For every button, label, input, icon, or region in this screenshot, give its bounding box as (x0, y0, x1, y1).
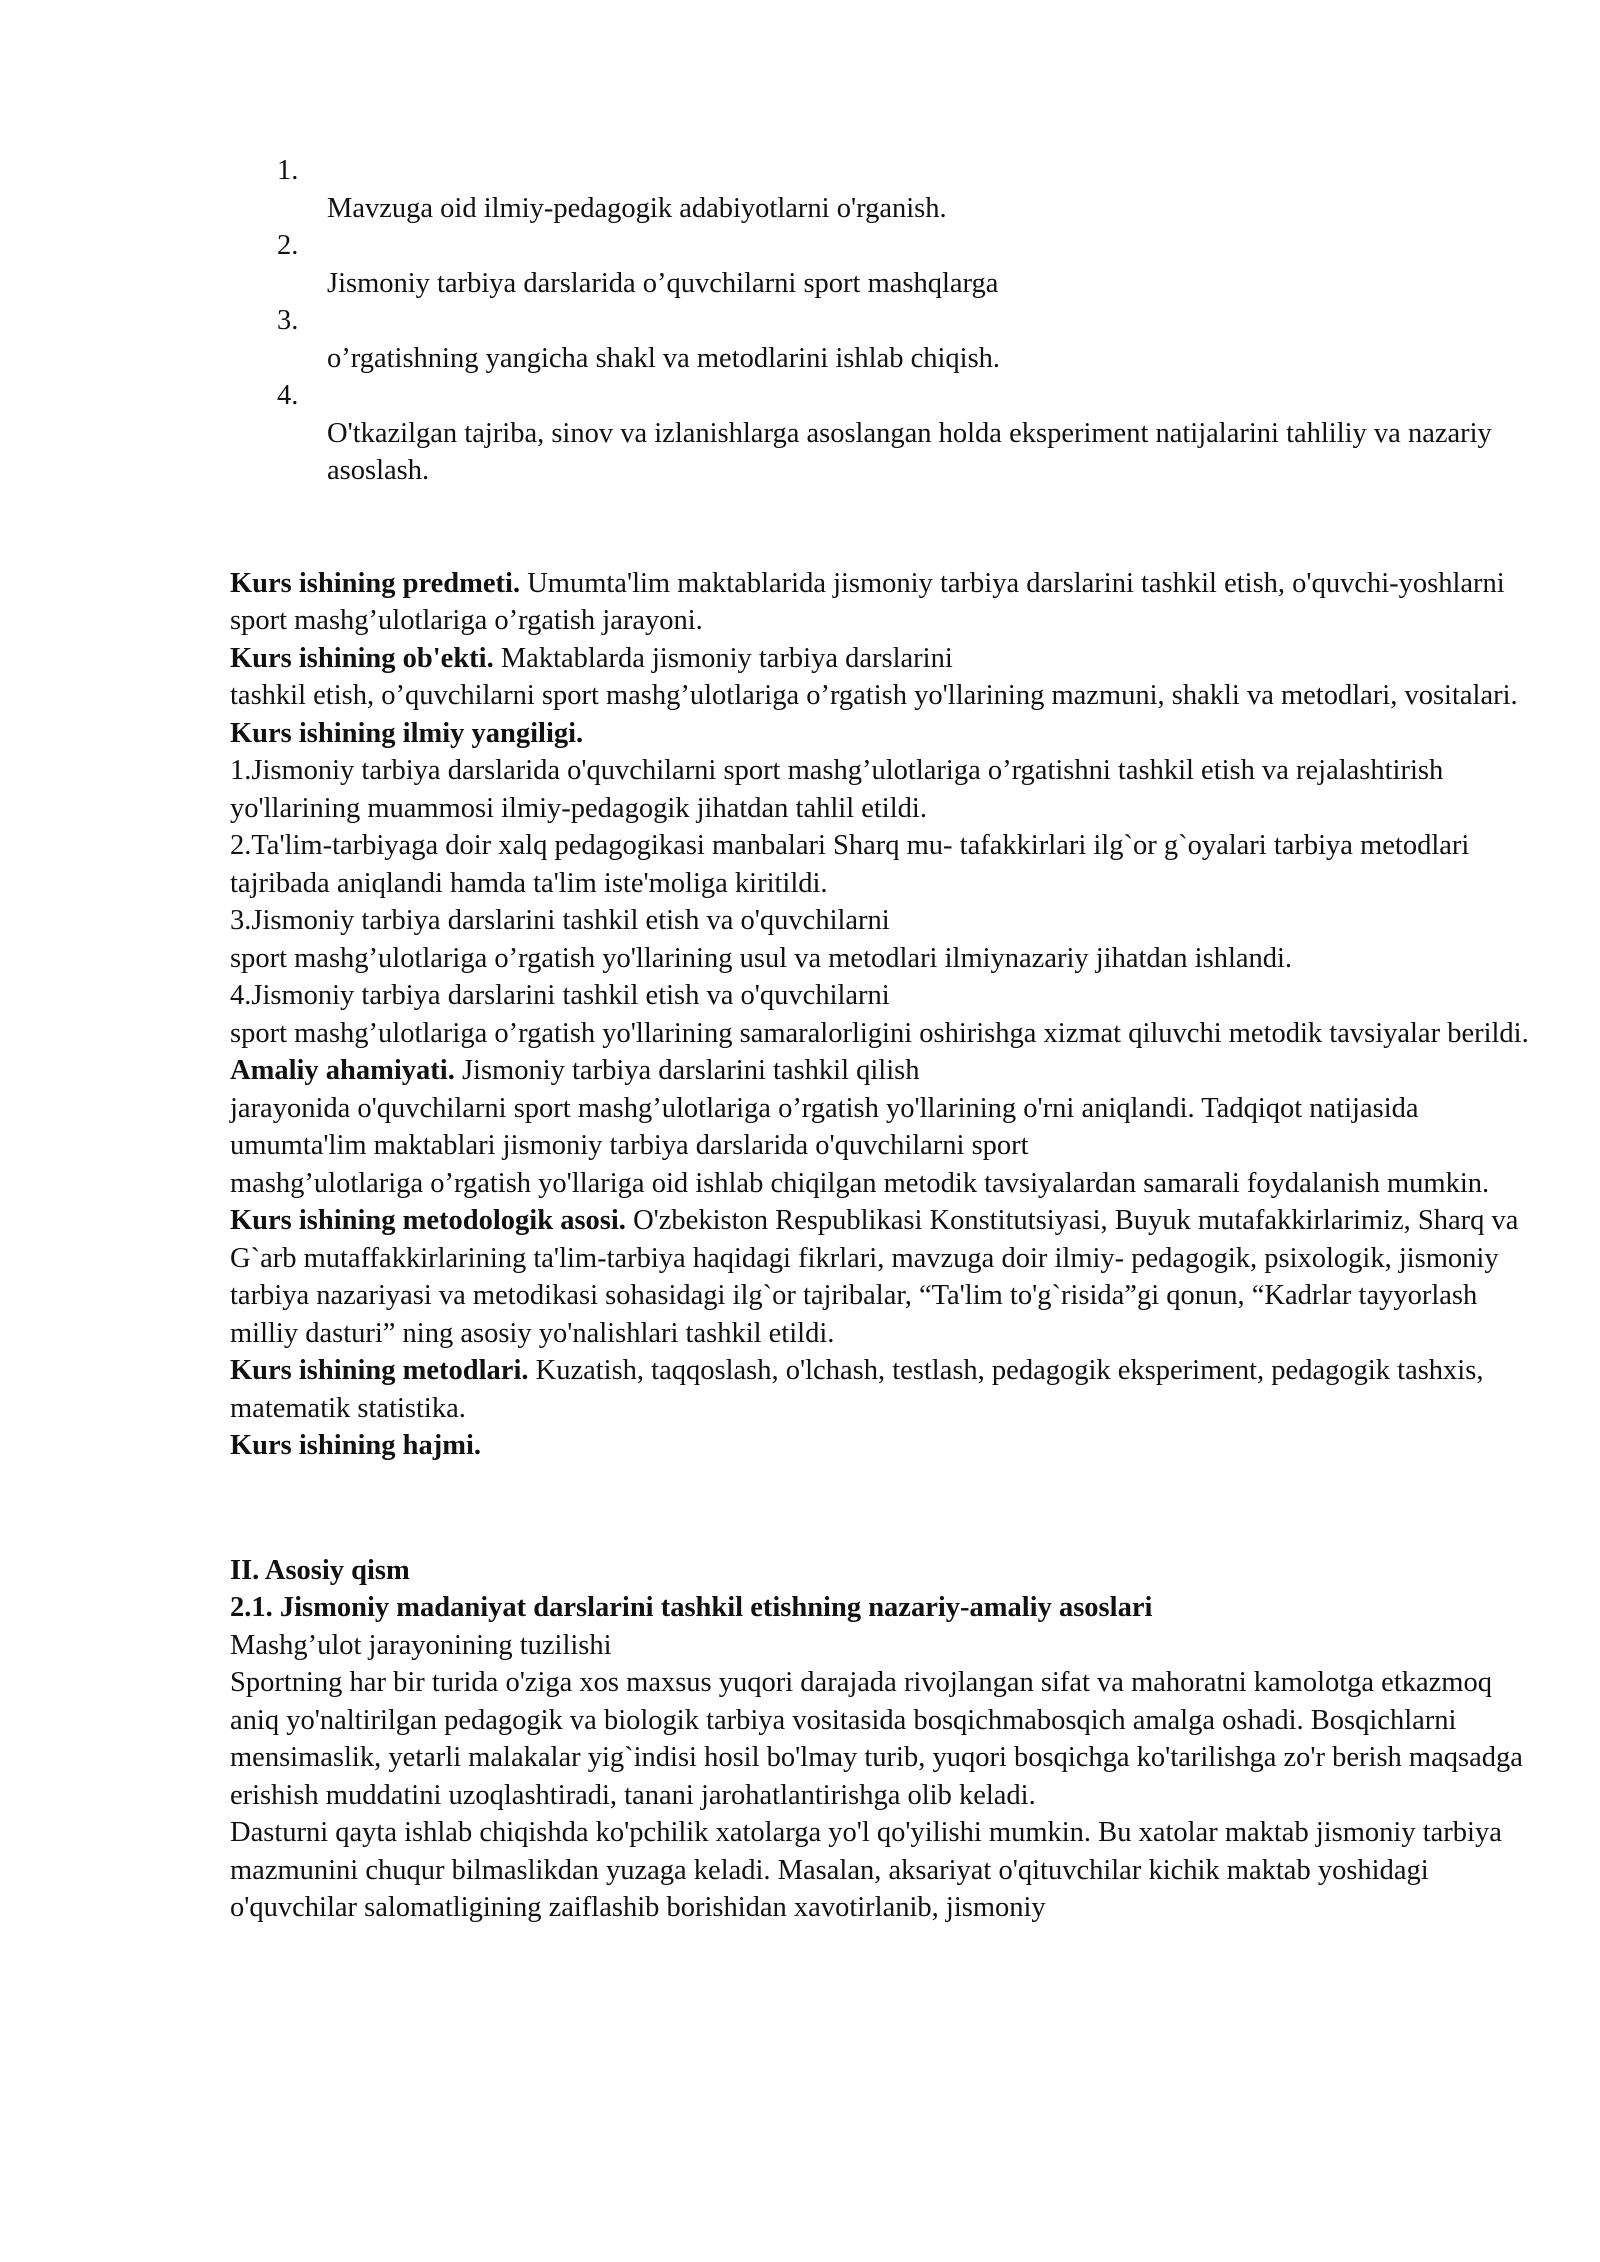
yangilik-item-3: 3.Jismoniy tarbiya darslarini tashkil etish va o'quvchilarni (230, 905, 890, 936)
list-item (230, 152, 1530, 227)
part2-paragraph-1: Sportning har bir turida o'ziga xos maxsus yuqori darajada rivojlangan sifat va mahoratni kamolotga etkazmoq aniq yo'naltirilgan pedagogik va biologik tarbiya vositasida bosqichmabosqich amalga oshadi. Bosqichlarni mensimaslik, yetarli malakalar yig`indisi hosil bo'lmay turib, yuqori bosqichga ko'tarilishga zo'r berish maqsadga erishish muddatini uzoqlashtiradi, tanani jarohatlantirishga olib keladi. (230, 1667, 1523, 1811)
part2-subheading (230, 1589, 1530, 1627)
metodologik-text: O'zbekiston Respublikasi Konstitutsiyasi, Buyuk mutafakkirlarimiz, Sharq va G`arb mutaffakkirlarining ta'lim-tarbiya haqidagi fikrlari, mavzuga doir ilmiy- pedagogik, psixologik, jismoniy tarbiya nazariyasi va metodikasi sohasidagi ilg`or tajribalar, “Ta'lim to'g`risida”gi qonun, “Kadrlar tayyorlash milliy dasturi” ning asosiy yo'nalishlari tashkil etildi. (230, 1205, 1519, 1349)
spacer (230, 1465, 1530, 1552)
amaliy-paragraph-cont: mashg’ulotlariga o’rgatish yo'llariga oid ishlab chiqilgan metodik tavsiyalardan samarali foydalanish mumkin. (230, 1167, 1490, 1199)
list-item (230, 302, 1530, 377)
list-item (230, 377, 1530, 490)
predmet-label: Kurs ishining predmeti. (230, 567, 521, 599)
hajmi-paragraph (230, 1427, 1530, 1465)
spacer (230, 490, 1530, 565)
predmet-text: Umumta'lim maktablarida jismoniy tarbiya darslarini tashkil etish, o'quvchi-yoshlarni sport mashg’ulotlariga o’rgatish jarayoni. (230, 567, 1505, 636)
metodlar-label: Kurs ishining metodlari. (230, 1355, 529, 1386)
amaliy-paragraph (230, 1052, 1530, 1090)
list-item-text: O'tkazilgan tajriba, sinov va izlanishlarga asoslangan holda eksperiment natijalarini tahliliy va nazariy asoslash. (327, 417, 1492, 486)
part2-subtitle: Mashg’ulot jarayonining tuzilishi (230, 1629, 612, 1661)
list-item-number: 2. (277, 230, 299, 261)
obekt-text: Maktablarda jismoniy tarbiya darslarini (493, 642, 953, 674)
numbered-list (230, 152, 1530, 490)
part2-paragraph-2: Dasturni qayta ishlab chiqishda ko'pchilik xatolarga yo'l qo'yilishi mumkin. Bu xatolar maktab jismoniy tarbiya mazmunini chuqur bilmaslikdan yuzaga keladi. Masalan, aksariyat o'qituvchilar kichik maktab yoshidagi o'quvchilar salomatligining zaiflashib borishidan xavotirlanib, jismoniy (230, 1817, 1502, 1923)
predmet-paragraph (230, 565, 1530, 640)
list-item-text: Jismoniy tarbiya darslarida o’quvchilarni sport mashqlarga (327, 267, 999, 299)
obekt-label: Kurs ishining ob'ekti. (230, 642, 494, 674)
metodlar-paragraph (230, 1352, 1530, 1427)
yangilik-item-1: 1.Jismoniy tarbiya darslarida o'quvchilarni sport mashg’ulotlariga o’rgatishni tashkil etish va rejalashtirish yo'llarining muammosi ilmiy-pedagogik jihatdan tahlil etildi. (230, 755, 1444, 824)
part2-subheading-text: 2.1. Jismoniy madaniyat darslarini tashkil etishning nazariy-amaliy asoslari (230, 1592, 1153, 1623)
amaliy-label: Amaliy ahamiyati. (230, 1055, 455, 1086)
yangilik-heading (230, 715, 1530, 753)
list-item-number: 4. (277, 380, 299, 411)
hajmi-label: Kurs ishining hajmi. (230, 1430, 482, 1461)
list-item-text: o’rgatishning yangicha shakl va metodlarini ishlab chiqish. (327, 342, 1001, 374)
obekt-paragraph (230, 640, 1530, 678)
yangilik-label: Kurs ishining ilmiy yangiligi. (230, 717, 584, 749)
part2-heading (230, 1552, 1530, 1590)
amaliy-text: Jismoniy tarbiya darslarini tashkil qilish (454, 1055, 920, 1086)
amaliy-paragraph-cont: jarayonida o'quvchilarni sport mashg’ulotlariga o’rgatish yo'llarining o'rni aniqlandi. Tadqiqot natijasida umumta'lim maktablari jismoniy tarbiya darslarida o'quvchilarni sport (230, 1092, 1419, 1161)
yangilik-item-4-cont: sport mashg’ulotlariga o’rgatish yo'llarining samaralorligini oshirishga xizmat qiluvchi metodik tavsiyalar berildi. (230, 1017, 1529, 1049)
list-item-number: 1. (277, 155, 299, 186)
metodologik-label: Kurs ishining metodologik asosi. (230, 1205, 626, 1236)
obekt-paragraph-cont: tashkil etish, o’quvchilarni sport mashg’ulotlariga o’rgatish yo'llarining mazmuni, shakli va metodlari, vositalari. (230, 680, 1518, 711)
list-item-number: 3. (277, 305, 299, 336)
list-item-text: Mavzuga oid ilmiy-pedagogik adabiyotlarni o'rganish. (327, 192, 947, 224)
metodlar-text: Kuzatish, taqqoslash, o'lchash, testlash, pedagogik eksperiment, pedagogik tashxis, matematik statistika. (230, 1355, 1484, 1424)
list-item (230, 227, 1530, 302)
document-body (230, 152, 1530, 1927)
metodologik-paragraph (230, 1202, 1530, 1352)
yangilik-item-3-cont: sport mashg’ulotlariga o’rgatish yo'llarining usul va metodlari ilmiynazariy jihatdan ishlandi. (230, 942, 1293, 974)
part2-heading-text: II. Asosiy qism (230, 1554, 410, 1586)
yangilik-item-2: 2.Ta'lim-tarbiyaga doir xalq pedagogikasi manbalari Sharq mu- tafakkirlari ilg`or g`oyalari tarbiya metodlari tajribada aniqlandi hamda ta'lim iste'moliga kiritildi. (230, 830, 1470, 899)
yangilik-item-4: 4.Jismoniy tarbiya darslarini tashkil etish va o'quvchilarni (230, 980, 890, 1011)
